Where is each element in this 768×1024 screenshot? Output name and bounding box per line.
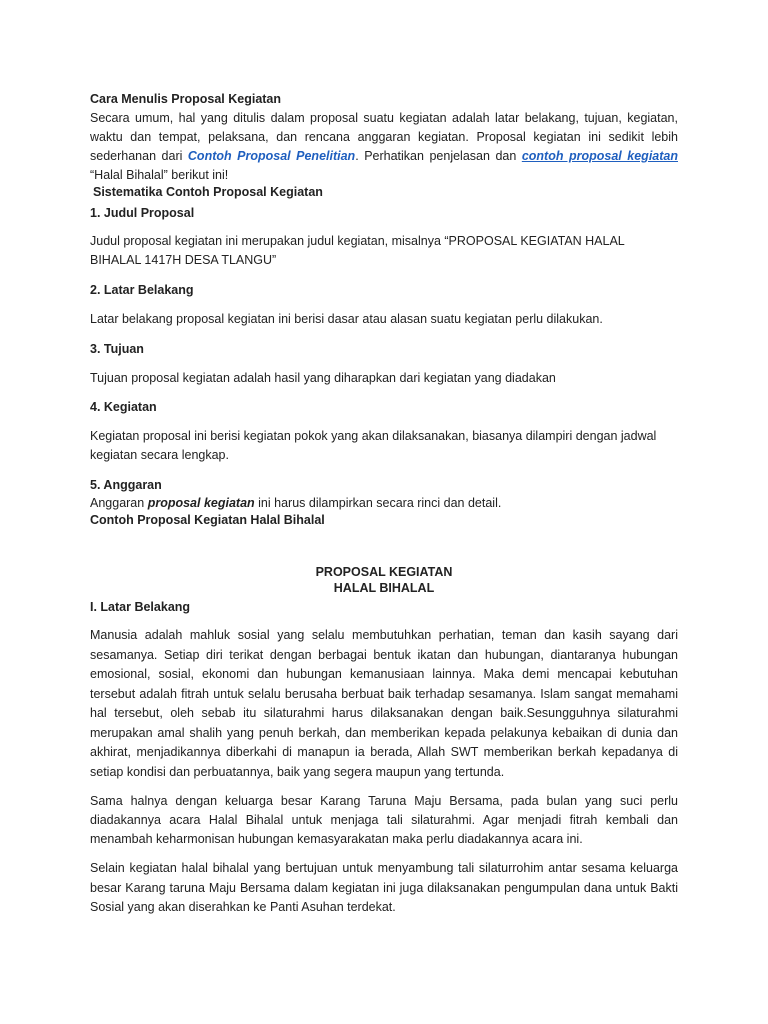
intro-text-3: “Halal Bihalal” berikut ini!: [90, 168, 229, 182]
sistematika-heading: Sistematika Contoh Proposal Kegiatan: [93, 185, 323, 199]
item-5-text-a: Anggaran: [90, 496, 148, 510]
intro-text-2: . Perhatikan penjelasan dan: [355, 149, 522, 163]
contoh-heading: Contoh Proposal Kegiatan Halal Bihalal: [90, 513, 325, 527]
item-1-text: Judul proposal kegiatan ini merupakan judul kegiatan, misalnya “PROPOSAL KEGIATAN HALAL BIHALAL 1417H DESA TLANGU”: [90, 234, 625, 267]
link-contoh-proposal-penelitian[interactable]: Contoh Proposal Penelitian: [187, 149, 356, 163]
item-3-text: Tujuan proposal kegiatan adalah hasil yang diharapkan dari kegiatan yang diadakan: [90, 371, 556, 385]
item-2-heading: 2. Latar Belakang: [90, 283, 194, 297]
item-5-text-c: ini harus dilampirkan secara rinci dan detail.: [254, 496, 502, 510]
doc-title-line-1: PROPOSAL KEGIATAN: [315, 565, 453, 579]
contoh-paragraph-2: Sama halnya dengan keluarga besar Karang Taruna Maju Bersama, pada bulan yang suci perlu diadakannya acara Halal Bihalal untuk menjaga tali silaturahmi. Agar menjadi fitrah kembali dan menambah keharmonisan hubungan kemasyarakatan maka perlu diadakannya acara ini.: [90, 794, 678, 846]
item-3-heading: 3. Tujuan: [90, 342, 144, 356]
intro-title: Cara Menulis Proposal Kegiatan: [90, 92, 282, 106]
contoh-paragraph-1: Manusia adalah mahluk sosial yang selalu membutuhkan perhatian, teman dan kasih sayang dari sesamanya. Setiap diri terikat dengan berbagai bentuk ikatan dan hubungan, diantaranya hubungan emosional, sosial, ekonomi dan hubungan kemanusiaan lainnya. Maka demi mencapai kebutuhan tersebut adalah fitrah untuk selalu berusaha berbuat baik terhadap sesamanya. Islam sangat memahami hal tersebut, oleh sebab itu silaturahmi harus dilaksanakan dengan baik.Sesungguhnya silaturahmi merupakan amal shalih yang penuh berkah, dan memberikan kepada pelakunya kebaikan di dunia dan akhirat, menjadikannya diberkahi di manapun ia berada, Allah SWT memberikan berkah kepadanya di setiap kondisi dan perbuatannya, baik yang segera maupun yang tertunda.: [90, 628, 678, 779]
contoh-paragraph-3: Selain kegiatan halal bihalal yang bertujuan untuk menyambung tali silaturrohim antar sesama keluarga besar Karang taruna Maju Bersama dalam kegiatan ini juga dilaksanakan pengumpulan dana untuk Bakti Sosial yang akan diserahkan ke Panti Asuhan terdekat.: [90, 861, 678, 914]
intro-text-1: Secara umum, hal yang ditulis dalam proposal suatu kegiatan adalah latar belakang, tujuan, kegiatan, waktu dan tempat, pelaksana, dan rencana anggaran kegiatan. Proposal kegiatan ini sedikit lebih sederhanan dari: [90, 111, 678, 163]
item-1-heading: 1. Judul Proposal: [90, 206, 195, 220]
section-latar-belakang: I. Latar Belakang: [90, 600, 191, 614]
link-contoh-proposal-kegiatan[interactable]: contoh proposal kegiatan: [521, 149, 678, 163]
intro-paragraph: [90, 109, 678, 185]
item-5-text-b: proposal kegiatan: [147, 496, 255, 510]
item-2-text: Latar belakang proposal kegiatan ini berisi dasar atau alasan suatu kegiatan perlu dilakukan.: [90, 312, 603, 326]
item-4-heading: 4. Kegiatan: [90, 400, 157, 414]
doc-title-line-2: HALAL BIHALAL: [333, 581, 435, 595]
item-4-text: Kegiatan proposal ini berisi kegiatan pokok yang akan dilaksanakan, biasanya dilampiri dengan jadwal kegiatan secara lengkap.: [90, 429, 657, 462]
item-5-heading: 5. Anggaran: [90, 478, 162, 492]
